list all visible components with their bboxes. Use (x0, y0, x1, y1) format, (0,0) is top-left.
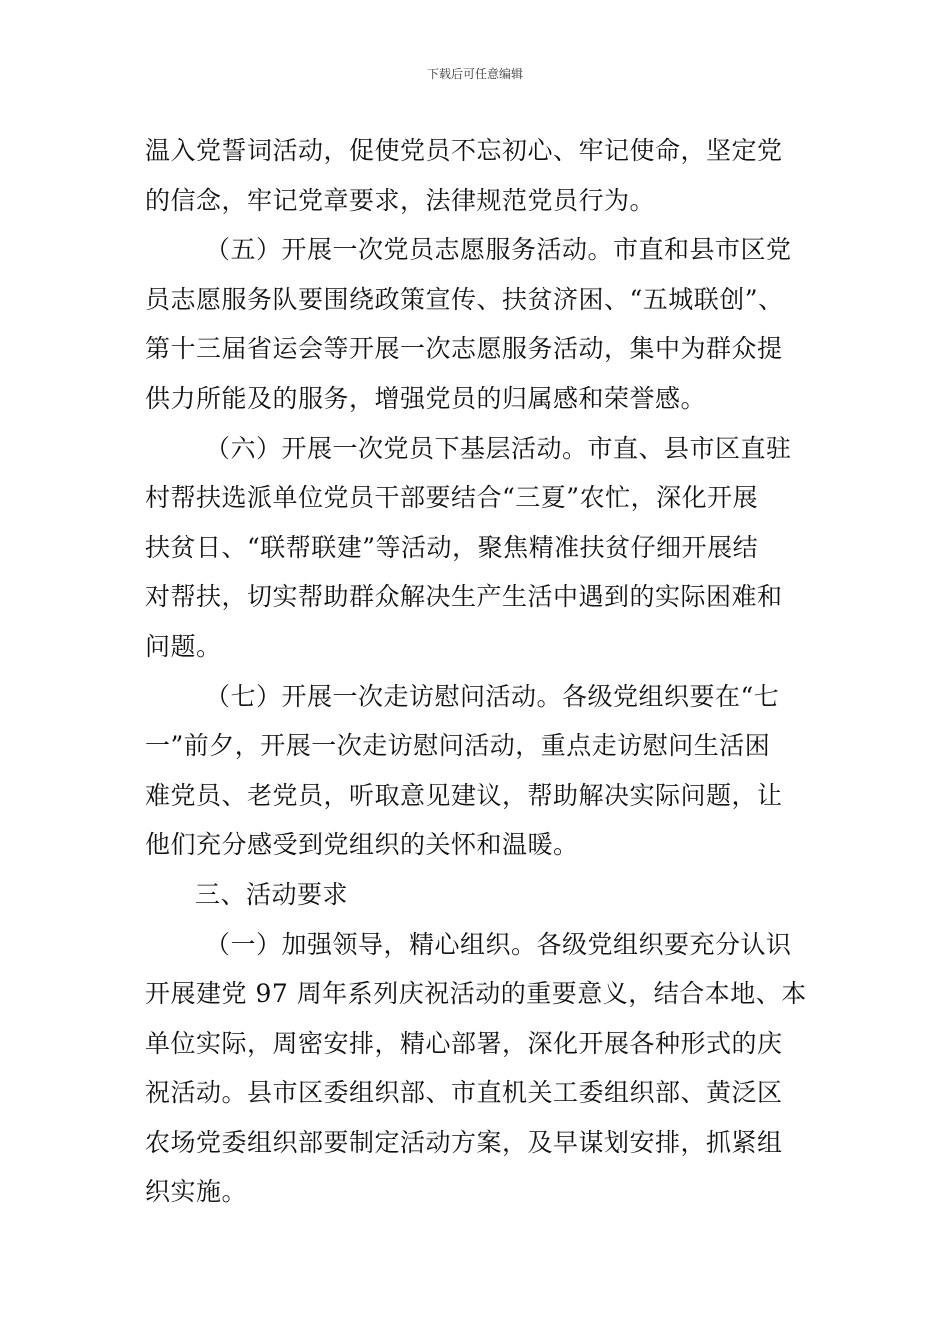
text-line: （七）开展一次走访慰问活动。各级党组织要在“七 (205, 681, 780, 711)
text-line: 他们充分感受到党组织的关怀和温暖。 (145, 830, 579, 860)
text-line: （一）加强领导，精心组织。各级党组织要充分认识 (205, 929, 792, 959)
document-body (145, 126, 810, 1217)
section-heading: 三、活动要求 (195, 879, 349, 909)
text-line: 村帮扶选派单位党员干部要结合“三夏”农忙，深化开展 (145, 483, 759, 513)
text-line: 温入党誓词活动，促使党员不忘初心、牢记使命，坚定党 (145, 136, 783, 165)
text-line: 难党员、老党员，听取意见建议，帮助解决实际问题，让 (145, 780, 783, 810)
text-line: 开展建党 97 周年系列庆祝活动的重要意义，结合本地、本 (145, 979, 807, 1009)
text-line: 员志愿服务队要围绕政策宣传、扶贫济困、“五城联创”、 (145, 284, 784, 314)
text-line: 供力所能及的服务，增强党员的归属感和荣誉感。 (145, 383, 707, 413)
text-line: 对帮扶，切实帮助群众解决生产生活中遇到的实际困难和 (145, 582, 783, 612)
text-line: 一”前夕，开展一次走访慰问活动，重点走访慰问生活困 (145, 731, 771, 761)
text-line: 祝活动。县市区委组织部、市直机关工委组织部、黄泛区 (145, 1078, 783, 1108)
text-line: （六）开展一次党员下基层活动。市直、县市区直驻 (205, 433, 792, 463)
text-line: （五）开展一次党员志愿服务活动。市直和县市区党 (205, 235, 792, 265)
text-line: 的信念，牢记党章要求，法律规范党员行为。 (145, 185, 656, 215)
text-line: 织实施。 (145, 1177, 248, 1207)
text-line: 农场党委组织部要制定活动方案，及早谋划安排，抓紧组 (145, 1127, 783, 1157)
text-line: 单位实际，周密安排，精心部署，深化开展各种形式的庆 (145, 1028, 783, 1058)
text-line: 扶贫日、“联帮联建”等活动，聚焦精准扶贫仔细开展结 (145, 532, 759, 562)
page-header: 下载后可任意编辑 (426, 67, 523, 81)
text-line: 问题。 (145, 631, 222, 661)
text-line: 第十三届省运会等开展一次志愿服务活动，集中为群众提 (145, 334, 783, 364)
